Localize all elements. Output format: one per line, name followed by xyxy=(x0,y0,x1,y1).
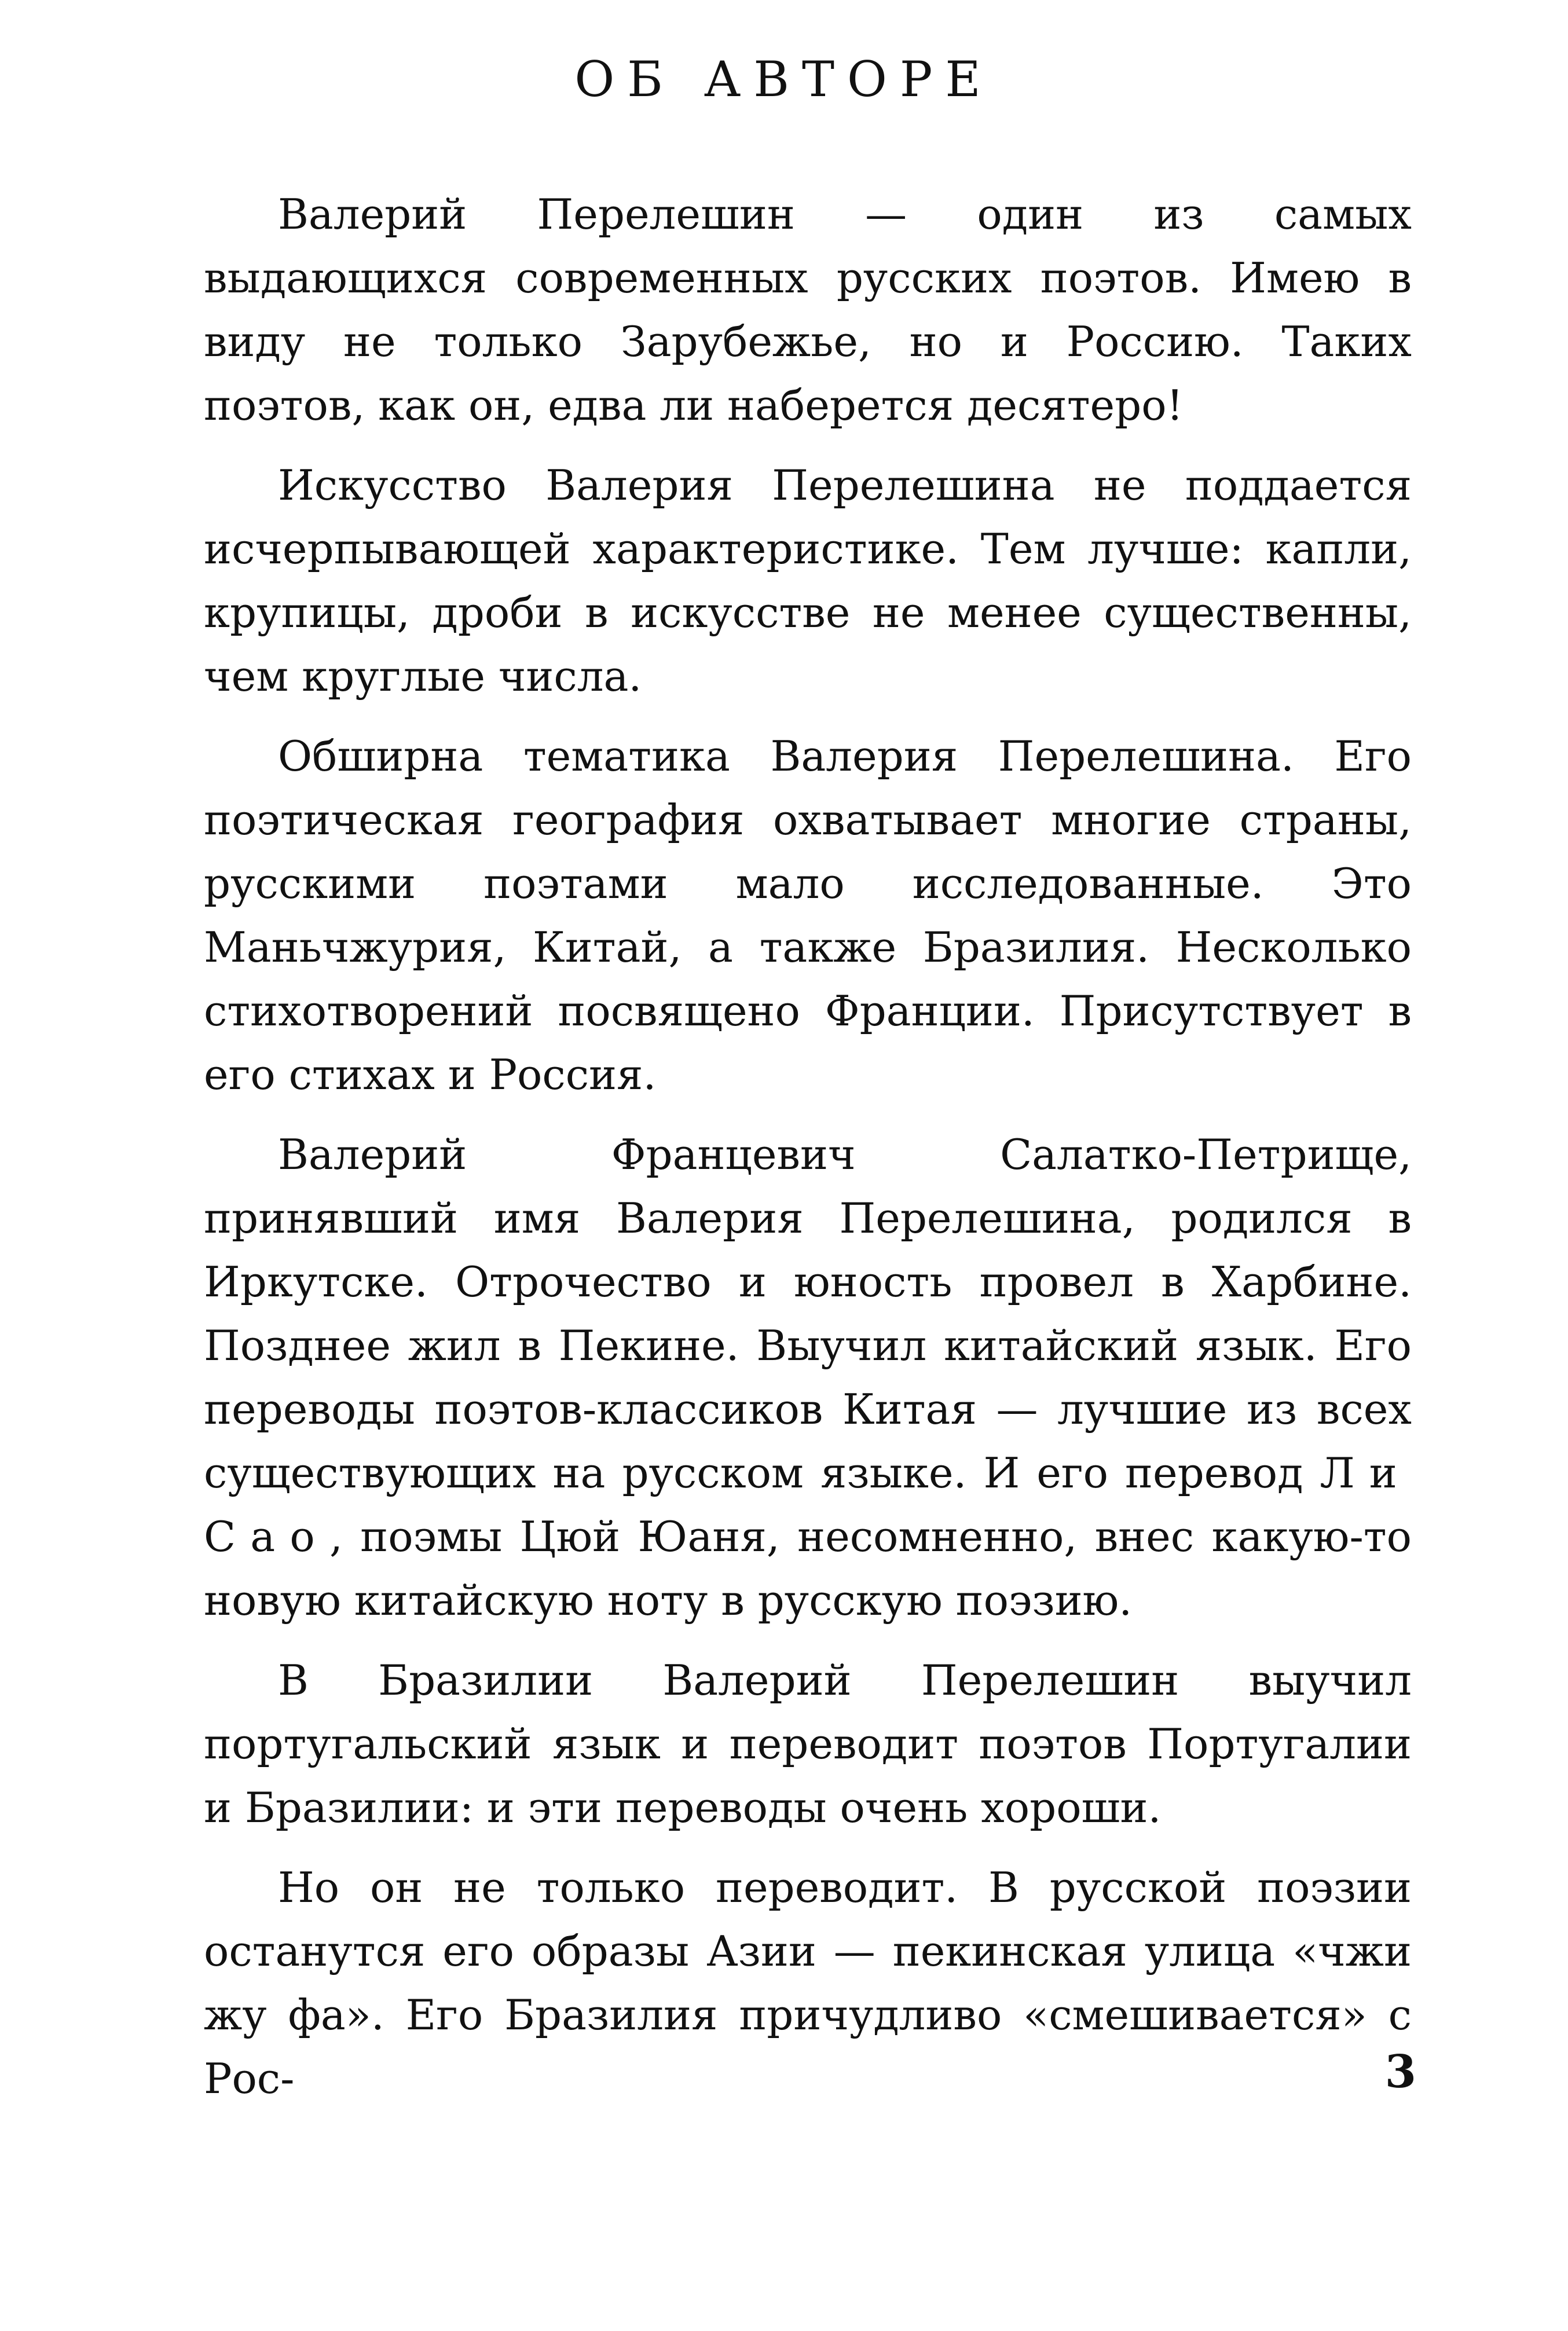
page-number: 3 xyxy=(1384,2046,1416,2098)
paragraph-6: Но он не только переводит. В русской поэзии останутся его образы Азии — пекинская улица «чжи жу фа». Его Бразилия причудливо «смешивается» с Рос- xyxy=(204,1863,1412,2103)
paragraph-4-text-before: Валерий Францевич Салатко-Петрище, принявший имя Валерия Перелешина, родился в Иркутске. Отрочество и юность провел в Харбине. Позднее жил в Пекине. Выучил китайский язык. Его переводы поэтов-классиков Китая — лучшие из всех существующих на русском языке. И его перевод xyxy=(204,1130,1412,1497)
spaced-title-li-sao: Ли Сао xyxy=(204,1449,1412,1561)
paragraph-4-text-after: , поэмы Цюй Юаня, несомненно, внес какую-то новую китайскую ноту в русскую поэзию. xyxy=(204,1512,1412,1625)
paragraph-4 xyxy=(204,1123,1412,1632)
paragraph-3: Обширна тематика Валерия Перелешина. Его поэтическая география охватывает многие страны, русскими поэтами мало исследованные. Это Маньчжурия, Китай, а также Бразилия. Несколько стихотворений посвящено Франции. Присутствует в его стихах и Россия. xyxy=(204,732,1412,1099)
paragraph-1: Валерий Перелешин — один из самых выдающихся современных русских поэтов. Имею в виду не только Зарубежье, но и Россию. Таких поэтов, как он, едва ли наберется десятеро! xyxy=(204,190,1412,430)
paragraph-2: Искусство Валерия Перелешина не поддается исчерпывающей характеристике. Тем лучше: капли, крупицы, дроби в искусстве не менее существенны, чем круглые числа. xyxy=(204,461,1412,701)
page-title: ОБ АВТОРЕ xyxy=(574,51,994,108)
page-body xyxy=(204,182,1412,2127)
paragraph-5: В Бразилии Валерий Перелешин выучил португальский язык и переводит поэтов Португалии и Бразилии: и эти переводы очень хороши. xyxy=(204,1656,1412,1832)
